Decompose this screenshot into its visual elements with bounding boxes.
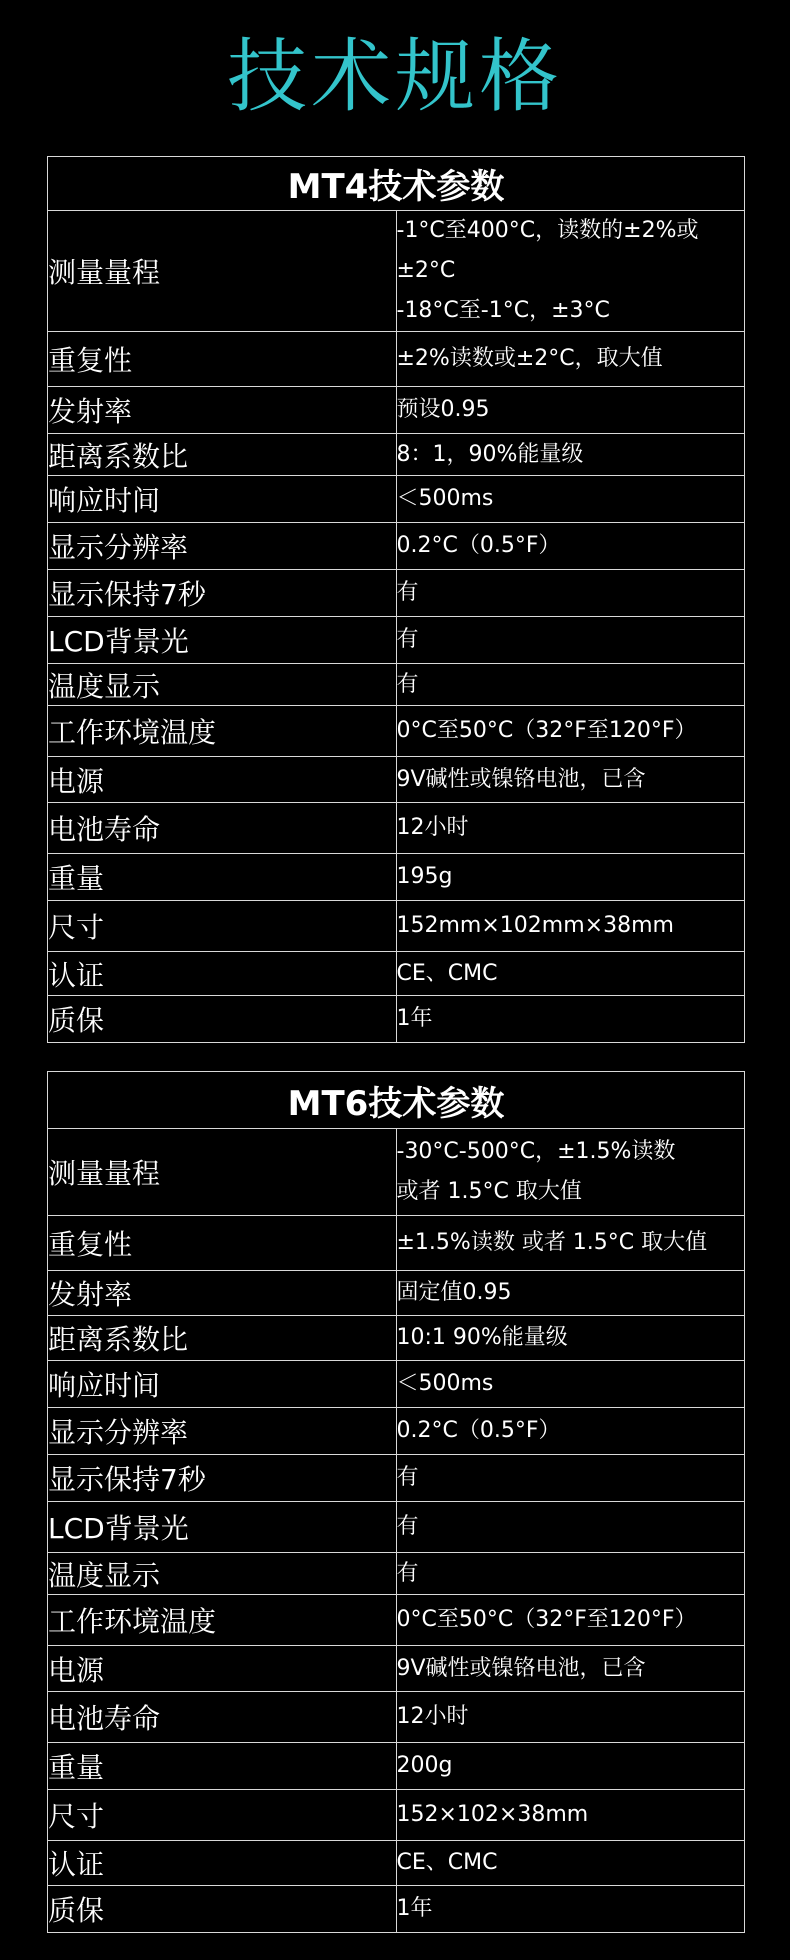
spec-value-line: 195g	[396, 864, 453, 889]
spec-value	[396, 617, 745, 664]
table-row	[48, 1129, 745, 1216]
table-row	[48, 1790, 745, 1841]
spec-label: LCD背景光	[48, 617, 397, 664]
spec-label: 温度显示	[48, 664, 397, 706]
spec-value	[396, 803, 745, 854]
spec-value	[396, 1216, 745, 1271]
spec-label: 质保	[48, 996, 397, 1043]
spec-value-line: 12小时	[396, 815, 469, 840]
table-row	[48, 854, 745, 901]
spec-label: 距离系数比	[48, 1316, 397, 1361]
table-row	[48, 1316, 745, 1361]
spec-value-line: 10:1 90%能量级	[396, 1325, 568, 1350]
spec-value	[396, 1361, 745, 1408]
spec-value	[396, 434, 745, 476]
spec-value-line: -30°C-500°C，±1.5%读数	[396, 1139, 676, 1164]
table-header-row	[48, 1072, 745, 1129]
spec-label: 重量	[48, 1743, 397, 1790]
spec-label: 重量	[48, 854, 397, 901]
spec-table-mt6	[47, 1071, 745, 1933]
spec-value-line: 有	[396, 671, 419, 697]
spec-value-line: 0.2°C（0.5°F）	[396, 1418, 561, 1443]
spec-value	[396, 1408, 745, 1455]
table-row	[48, 706, 745, 757]
spec-label: 显示保持7秒	[48, 570, 397, 617]
table-row	[48, 1271, 745, 1316]
spec-value-line: 0.2°C（0.5°F）	[396, 533, 561, 558]
spec-label: 测量量程	[48, 1129, 397, 1216]
spec-label: 尺寸	[48, 1790, 397, 1841]
table-row	[48, 1216, 745, 1271]
spec-label: 温度显示	[48, 1553, 397, 1595]
spec-value	[396, 1595, 745, 1646]
spec-value	[396, 854, 745, 901]
table-row	[48, 901, 745, 952]
spec-value	[396, 996, 745, 1043]
table-row	[48, 617, 745, 664]
table-row	[48, 1502, 745, 1553]
spec-label: 电池寿命	[48, 1692, 397, 1743]
spec-value-line: CE、CMC	[396, 960, 498, 986]
spec-label: 显示分辨率	[48, 1408, 397, 1455]
spec-label: 距离系数比	[48, 434, 397, 476]
spec-value-line: 0°C至50°C（32°F至120°F）	[396, 1607, 697, 1632]
table-row	[48, 1455, 745, 1502]
spec-label: 响应时间	[48, 476, 397, 523]
spec-label: 质保	[48, 1886, 397, 1933]
spec-value-line: 0°C至50°C（32°F至120°F）	[396, 718, 697, 743]
spec-value	[396, 387, 745, 434]
spec-label: 电池寿命	[48, 803, 397, 854]
spec-value	[396, 706, 745, 757]
table-title: MT4技术参数	[48, 157, 745, 211]
spec-label: 电源	[48, 1646, 397, 1692]
spec-value-line: CE、CMC	[396, 1850, 498, 1875]
spec-value	[396, 1553, 745, 1595]
table-header-row	[48, 157, 745, 211]
table-row	[48, 664, 745, 706]
spec-value-line: -18°C至-1°C，±3°C	[396, 298, 610, 323]
table-row	[48, 1361, 745, 1408]
spec-value	[396, 332, 745, 387]
spec-value	[396, 664, 745, 706]
spec-value-line: 有	[396, 1514, 419, 1539]
table-row	[48, 434, 745, 476]
spec-value	[396, 1841, 745, 1886]
spec-label: 工作环境温度	[48, 1595, 397, 1646]
table-row	[48, 570, 745, 617]
spec-value	[396, 1316, 745, 1361]
spec-value	[396, 1502, 745, 1553]
spec-value-line: 有	[396, 627, 419, 652]
spec-value	[396, 1271, 745, 1316]
spec-value	[396, 1455, 745, 1502]
table-row	[48, 1886, 745, 1933]
spec-value-line: 9V碱性或镍铬电池，已含	[396, 766, 646, 792]
spec-table-mt4	[47, 156, 745, 1043]
spec-value-line: 152mm×102mm×38mm	[396, 913, 674, 938]
spec-value	[396, 570, 745, 617]
spec-label: 重复性	[48, 332, 397, 387]
table-row	[48, 996, 745, 1043]
spec-value-line: 有	[396, 1465, 419, 1490]
spec-label: 工作环境温度	[48, 706, 397, 757]
spec-value	[396, 476, 745, 523]
spec-value-line: ＜500ms	[396, 486, 494, 511]
table-title: MT6技术参数	[48, 1072, 745, 1129]
spec-value	[396, 211, 745, 332]
spec-value	[396, 757, 745, 803]
spec-value-line: 8：1，90%能量级	[396, 441, 584, 467]
spec-label: 电源	[48, 757, 397, 803]
table-row	[48, 1646, 745, 1692]
table-row	[48, 1408, 745, 1455]
spec-value	[396, 1646, 745, 1692]
spec-value-line: 固定值0.95	[396, 1280, 512, 1305]
spec-label: 认证	[48, 1841, 397, 1886]
spec-value-line: 12小时	[396, 1704, 469, 1729]
spec-value	[396, 1129, 745, 1216]
table-row	[48, 1595, 745, 1646]
table-row	[48, 1553, 745, 1595]
spec-label: 发射率	[48, 1271, 397, 1316]
spec-value-line: ±1.5%读数 或者 1.5°C 取大值	[396, 1230, 708, 1255]
spec-label: 发射率	[48, 387, 397, 434]
spec-value-line: 预设0.95	[396, 397, 490, 422]
table-row	[48, 476, 745, 523]
spec-value-line: ±2%读数或±2°C，取大值	[396, 346, 663, 371]
spec-label: 认证	[48, 952, 397, 996]
table-row	[48, 1692, 745, 1743]
spec-value	[396, 1790, 745, 1841]
spec-value	[396, 523, 745, 570]
spec-value-line: ＜500ms	[396, 1371, 494, 1396]
spec-label: 尺寸	[48, 901, 397, 952]
table-row	[48, 803, 745, 854]
table-row	[48, 1841, 745, 1886]
spec-value-line: 200g	[396, 1753, 453, 1778]
spec-value-line: 有	[396, 580, 419, 605]
spec-value	[396, 901, 745, 952]
table-row	[48, 332, 745, 387]
table-row	[48, 952, 745, 996]
spec-value-line: 或者 1.5°C 取大值	[396, 1179, 582, 1204]
spec-label: 重复性	[48, 1216, 397, 1271]
spec-value-line: 1年	[396, 1896, 433, 1921]
page-title: 技术规格	[227, 30, 563, 123]
spec-value	[396, 952, 745, 996]
spec-label: 显示保持7秒	[48, 1455, 397, 1502]
spec-label: LCD背景光	[48, 1502, 397, 1553]
spec-value-line: 有	[396, 1560, 419, 1586]
table-row	[48, 523, 745, 570]
table-row	[48, 387, 745, 434]
spec-value-line: 9V碱性或镍铬电池，已含	[396, 1655, 646, 1681]
spec-value	[396, 1692, 745, 1743]
spec-value	[396, 1886, 745, 1933]
spec-value	[396, 1743, 745, 1790]
spec-value-line: -1°C至400°C，读数的±2%或±2°C	[396, 218, 699, 283]
spec-label: 测量量程	[48, 211, 397, 332]
spec-label: 响应时间	[48, 1361, 397, 1408]
table-row	[48, 211, 745, 332]
table-row	[48, 757, 745, 803]
table-row	[48, 1743, 745, 1790]
spec-value-line: 1年	[396, 1006, 433, 1031]
spec-value-line: 152×102×38mm	[396, 1802, 589, 1827]
spec-label: 显示分辨率	[48, 523, 397, 570]
